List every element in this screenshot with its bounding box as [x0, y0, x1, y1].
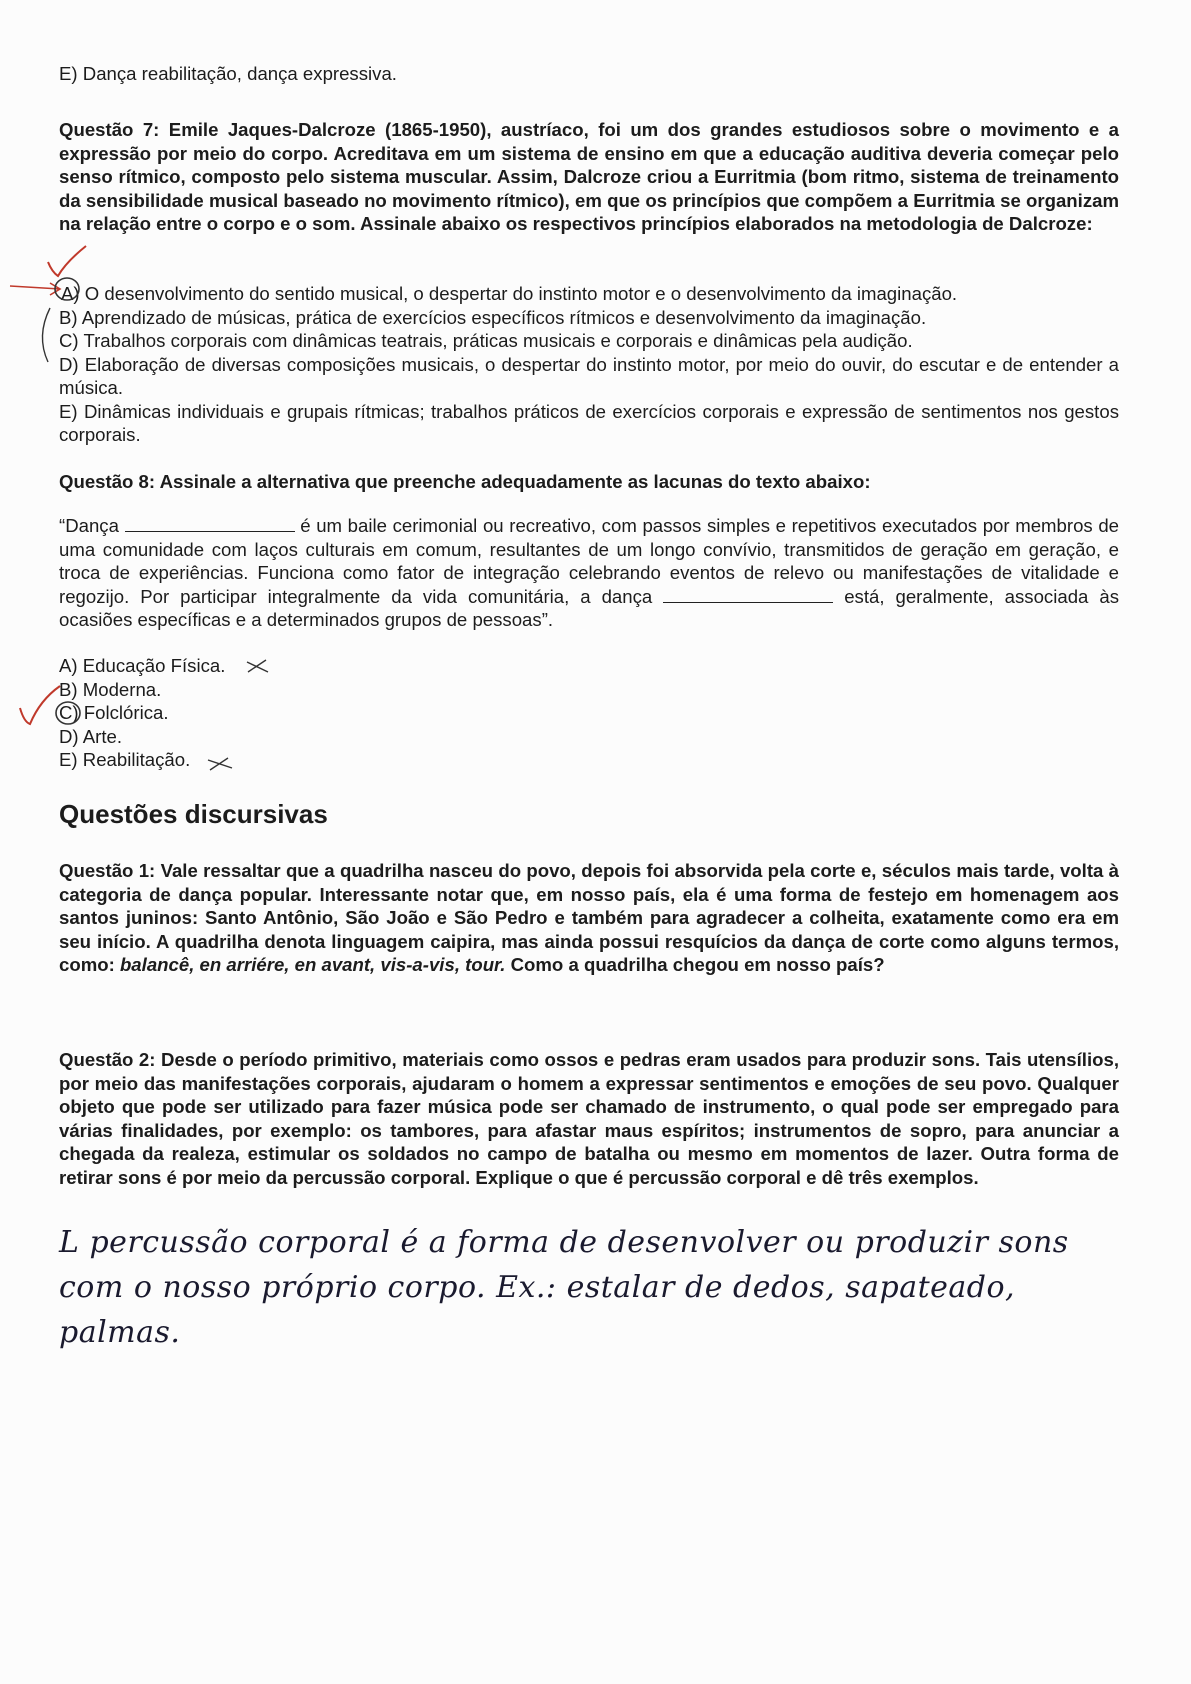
d1-text-a: Vale ressaltar que a quadrilha nasceu do povo, depois foi absorvida pela corte e, séculos mais tarde, volta à categoria de dança popular. Interessante notar que, em nosso país, ela é uma forma de festejo em homenagem aos santos juninos: Santo Antônio, São João e São Pedro e também para agradecer a colheita, exatamente como era em seu início. A quadrilha denota linguagem caipira, mas ainda possui resquícios da dança de corte como alguns termos, como:: [59, 860, 1120, 975]
d1-text-b: Como a quadrilha chegou em nosso país?: [510, 954, 885, 975]
fill-blank-2: [663, 586, 833, 603]
question-7-options: [59, 282, 1119, 447]
quote-end: está, geralmente, associada às ocasiões específicas e a determinados grupos de pessoas”.: [59, 585, 1119, 630]
red-arrow-q7: [10, 283, 60, 295]
q7-option-c: C) Trabalhos corporais com dinâmicas teatrais, práticas musicais e corporais e dinâmicas pela audição.: [59, 330, 913, 351]
quote-middle: é um baile cerimonial ou recreativo, com passos simples e repetitivos executados por membros de uma comunidade com laços culturais em comum, resultantes de um longo convívio, transmitidos de geração em geração, e troca de experiências. Funciona como fator de integração celebrando eventos de relevo ou manifestações de vitalidade e regozijo. Por participar integralmente da vida comunitária, a dança: [59, 515, 1120, 607]
previous-option-e: E) Dança reabilitação, dança expressiva.: [59, 63, 397, 84]
section-title: Questões discursivas: [59, 799, 328, 829]
q8-option-a: A) Educação Física.: [59, 655, 226, 676]
q7-option-d: D) Elaboração de diversas composições musicais, o despertar do instinto motor, por meio do ouvir, do escutar e de entender a música.: [59, 353, 1119, 398]
red-check-q7: [48, 246, 86, 276]
d2-text: Desde o período primitivo, materiais como ossos e pedras eram usados para produzir sons. Tais utensílios, por meio das manifestações corporais, ajudaram o homem a expressar sentimentos e emoções de seu povo. Qualquer objeto que pode ser utilizado para fazer música pode ser chamado de instrumento, o qual pode ser empregado para várias finalidades, por exemplo: os tambores, para afastar maus espíritos; instrumentos de sopro, para anunciar a chegada da realeza, estimular os soldados no campo de batalha ou mesmo em momentos de lazer. Outra forma de retirar sons é por meio da percussão corporal. Explique o que é percussão corporal e dê três exemplos.: [59, 1049, 1119, 1188]
question-8-label: Questão 8:: [59, 471, 156, 492]
q8-option-d: D) Arte.: [59, 725, 123, 747]
q8-option-b: B) Moderna.: [59, 678, 162, 700]
question-7-label: Questão 7:: [59, 119, 160, 140]
q7-option-e: E) Dinâmicas individuais e grupais rítmicas; trabalhos práticos de exercícios corporais e expressão de sentimentos nos gestos corporais.: [59, 400, 1119, 445]
quote-start: “Dança: [59, 515, 119, 536]
handwritten-answer: L percussão corporal é a forma de desenvolver ou produzir sons com o nosso próprio corpo. Ex.: estalar de dedos, sapateado, palmas.: [59, 1225, 1069, 1350]
fill-blank-1: [125, 515, 295, 532]
q7-option-a: A) O desenvolvimento do sentido musical, o despertar do instinto motor e o desenvolvimento da imaginação.: [61, 283, 958, 304]
question-8: [59, 470, 871, 494]
d1-label: Questão 1:: [59, 860, 156, 881]
d1-terms: balancê, en arriére, en avant, vis-a-vis, tour.: [119, 954, 506, 975]
bracket-q7: [42, 308, 50, 362]
question-7: [59, 118, 1119, 236]
discursive-question-2: [59, 1048, 1119, 1189]
q8-option-e: E) Reabilitação.: [59, 749, 191, 770]
cross-mark-a-q8: [247, 660, 268, 672]
question-8-text: Assinale a alternativa que preenche adequadamente as lacunas do texto abaixo:: [159, 471, 871, 492]
question-8-quote: [59, 514, 1119, 632]
q8-option-c: C) Folclórica.: [59, 702, 169, 723]
question-7-text: Emile Jaques-Dalcroze (1865-1950), austríaco, foi um dos grandes estudiosos sobre o movimento e a expressão por meio do corpo. Acreditava em um sistema de ensino em que a educação auditiva deveria começar pelo senso rítmico, composto pelo sistema muscular. Assim, Dalcroze criou a Eurritmia (bom ritmo, sistema de treinamento da sensibilidade musical baseado no movimento rítmico), em que os princípios que compõem a Eurritmia se organizam na relação entre o corpo e o som. Assinale abaixo os respectivos princípios elaborados na metodologia de Dalcroze:: [59, 119, 1120, 234]
question-8-options: [59, 654, 225, 772]
d2-label: Questão 2:: [59, 1049, 156, 1070]
discursive-question-1: [59, 859, 1119, 977]
q7-option-b: B) Aprendizado de músicas, prática de exercícios específicos rítmicos e desenvolvimento da imaginação.: [59, 306, 927, 328]
red-check-q8: [20, 686, 60, 724]
